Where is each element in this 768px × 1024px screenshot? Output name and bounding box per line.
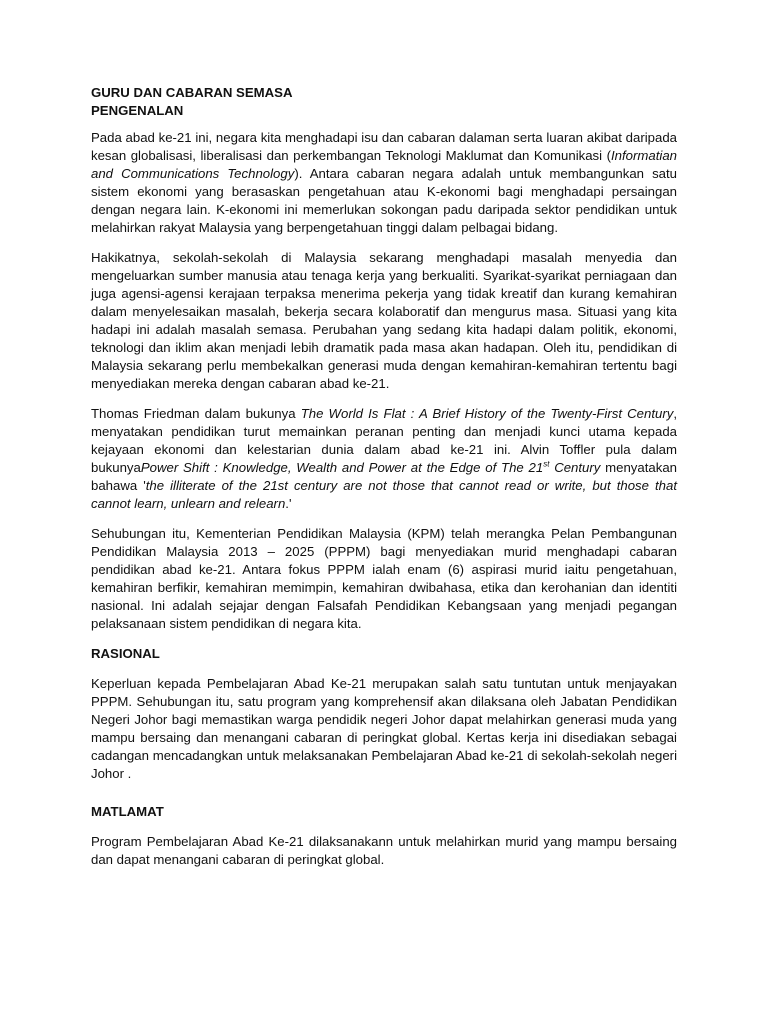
section-heading-matlamat: MATLAMAT <box>91 804 164 819</box>
text-run: Power Shift : Knowledge, Wealth and Power at the Edge of The 21 <box>140 460 544 475</box>
section-heading-rasional: RASIONAL <box>91 646 160 661</box>
text-run: Thomas Friedman dalam bukunya <box>91 406 301 421</box>
book-title-toffler <box>141 460 601 475</box>
book-title-friedman: The World Is Flat : A Brief History of the Twenty-First Century <box>300 406 674 421</box>
paragraph-matlamat-1: Program Pembelajaran Abad Ke-21 dilaksanakann untuk melahirkan murid yang mampu bersaing dan dapat menangani cabaran di peringkat global. <box>91 834 677 867</box>
paragraph-intro-3 <box>91 405 677 513</box>
italic-term: Informatian and Communications Technology <box>91 148 677 181</box>
superscript: st <box>543 459 550 469</box>
paragraph-intro-1 <box>91 129 677 237</box>
text-run: , menyatakan pendidikan turut memainkan peranan penting dan menjadi kunci utama kepada kejayaan ekonomi dan kelestarian dunia dalam abad ke-21 ini. Alvin Toffler pula dalam bukunya <box>91 406 677 475</box>
text-run: Pada abad ke-21 ini, negara kita menghadapi isu dan cabaran dalaman serta luaran akibat daripada kesan globalisasi, liberalisasi dan perkembangan Teknologi Maklumat dan Komunikasi ( <box>91 130 677 163</box>
text-run: menyatakan bahawa ' <box>91 460 677 493</box>
text-run: ). Antara cabaran negara adalah untuk membangunkan satu sistem ekonomi yang berasaskan pengetahuan atau K-ekonomi bagi menghadapi persaingan dengan negara lain. K-ekonomi ini memerlukan sokongan padu daripada sektor pendidikan untuk melahirkan rakyat Malaysia yang berpengetahuan tinggi dalam pelbagai bidang. <box>91 166 677 235</box>
paragraph-rasional-1: Keperluan kepada Pembelajaran Abad Ke-21 merupakan salah satu tuntutan untuk menjayakan PPPM. Sehubungan itu, satu program yang komprehensif akan dilaksana oleh Jabatan Pendidikan Negeri Johor bagi memastikan warga pendidik negeri Johor dapat melahirkan generasi muda yang mampu bersaing dan menangani cabaran di peringkat global. Kertas kerja ini disediakan sebagai cadangan mencadangkan untuk melaksanakan Pembelajaran Abad ke-21 di sekolah-sekolah negeri Johor . <box>91 676 677 781</box>
paragraph-intro-4: Sehubungan itu, Kementerian Pendidikan Malaysia (KPM) telah merangka Pelan Pembangunan Pendidikan Malaysia 2013 – 2025 (PPPM) bagi menyediakan murid menghadapi cabaran pendidikan abad ke-21. Antara fokus PPPM ialah enam (6) aspirasi murid iaitu pengetahuan, kemahiran berfikir, kemahiran memimpin, kemahiran dwibahasa, etika dan kerohanian dan identiti nasional. Ini adalah sejajar dengan Falsafah Pendidikan Kebangsaan yang menjadi pegangan pelaksanaan sistem pendidikan di negara kita. <box>91 526 677 631</box>
text-run: .' <box>285 496 292 511</box>
quote-text: the illiterate of the 21st century are not those that cannot read or write, but those that cannot learn, unlearn and relearn <box>91 478 677 511</box>
paragraph-intro-2: Hakikatnya, sekolah-sekolah di Malaysia sekarang menghadapi masalah menyedia dan mengeluarkan sumber manusia atau tenaga kerja yang berkualiti. Syarikat-syarikat perniagaan dan juga agensi-agensi kerajaan terpaksa menerima pekerja yang tidak kreatif dan kurang kemahiran dalam menyelesaikan masalah, bekerja secara kolaboratif dan mengurus masa. Situasi yang kita hadapi ini adalah masalah semasa. Perubahan yang sedang kita hadapi dalam politik, ekonomi, teknologi dan iklim akan menjadi lebih dramatik pada masa akan hadapan. Oleh itu, pendidikan di Malaysia sekarang perlu membekalkan generasi muda dengan kemahiran-kemahiran tertentu bagi menyediakan mereka dengan cabaran abad ke-21. <box>91 250 677 391</box>
document-title: GURU DAN CABARAN SEMASA <box>91 85 293 100</box>
section-heading-pengenalan: PENGENALAN <box>91 103 184 118</box>
text-run: Century <box>549 460 601 475</box>
